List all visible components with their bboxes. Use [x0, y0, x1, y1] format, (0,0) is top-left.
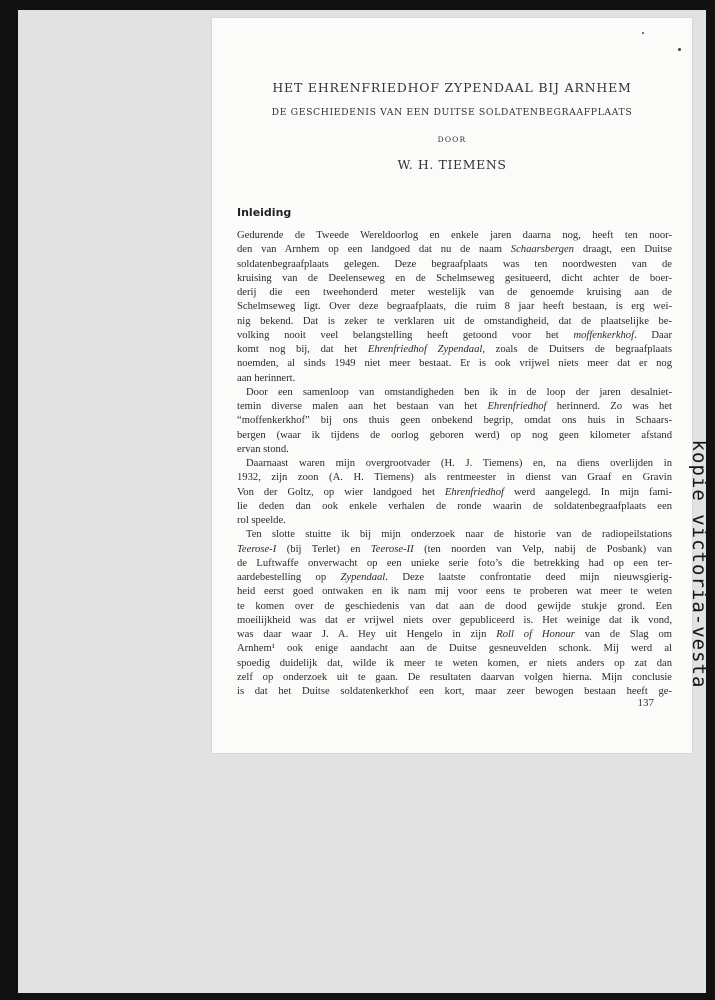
body-text-line: komt nog bij, dat het Ehrenfriedhof Zypendaal, zoals de Duitsers de begraafplaats: [237, 344, 672, 355]
body-text-line: Arnhem¹ ook enige aandacht aan de Duitse gesneuvelden schonk. Mij werd al: [237, 643, 672, 655]
body-text-line: is dat het Duitse soldatenkerkhof een kort, maar zeer bewogen bestaan heeft ge-: [237, 686, 672, 697]
body-text-line: Teerose-I (bij Terlet) en Teerose-II (ten noorden van Velp, nabij de Posbank) van: [237, 543, 672, 555]
body-text-line: nig bekend. Dat is zeker te verklaren uit de omstandigheid, dat de plaatselijke be-: [237, 315, 672, 327]
article-subtitle: DE GESCHIEDENIS VAN EEN DUITSE SOLDATENBEGRAAFPLAATS: [271, 107, 633, 118]
archive-stamp-text: kopie victoria-vesta: [688, 439, 710, 689]
archive-stamp: [682, 414, 715, 714]
body-text-line: lie deden dan ook enkele verhalen de ronde waarin de soldatenbegraafplaats een: [237, 500, 672, 512]
body-text-line: soldatenbegraafplaats gelegen. Deze begraafplaats was ten noordwesten van de: [237, 258, 672, 270]
body-text-line: Ten slotte stuitte ik bij mijn onderzoek naar de historie van de radiopeilstations: [246, 529, 672, 541]
body-text-line: Von der Goltz, op wier landgoed het Ehrenfriedhof werd aangelegd. In mijn fami-: [237, 486, 672, 498]
body-text-line: heid eerst goed ontwaken en ik nam mij voor eens te proberen wat meer te weten: [237, 586, 672, 598]
body-text-line: noemden, al sinds 1949 niet meer bestaat. Er is ook vrijwel niets meer dat er nog: [237, 358, 672, 370]
document-page: [212, 18, 692, 753]
body-text-line: 1932, zijn zoon (A. H. Tiemens) als rentmeester in dienst van Graaf en Gravin: [237, 472, 672, 484]
scan-speck: [642, 32, 644, 34]
body-text-line: Door een samenloop van omstandigheden ben ik in de loop der jaren desalniet-: [246, 386, 672, 398]
body-text-line: derij die een tweehonderd meter westelijk van de genoemde kruising aan de: [237, 287, 672, 298]
page-number: 137: [637, 697, 654, 709]
byline-label: DOOR: [437, 135, 467, 144]
body-text-line: volking nooit veel belangstelling heeft getoond voor het moffenkerkhof. Daar: [237, 329, 672, 341]
scan-speck: [678, 48, 681, 51]
article-title: HET EHRENFRIEDHOF ZYPENDAAL BIJ ARNHEM: [272, 80, 632, 95]
body-text-line: temin diverse malen aan het bestaan van het Ehrenfriedhof herinnerd. Zo was het: [237, 401, 672, 412]
body-text-line: was daar waar J. A. Hey uit Hengelo in zijn Roll of Honour van de Slag om: [237, 629, 673, 640]
body-text-line: te komen over de geschiedenis van dat aan de dood gewijde stukje grond. Een: [237, 600, 672, 612]
body-text-line: Daarnaast waren mijn overgrootvader (H. J. Tiemens) en, na diens overlijden in: [246, 458, 672, 469]
body-text-line: bergen (waar ik tijdens de oorlog geboren werd) op nog geen kilometer afstand: [237, 429, 672, 441]
author-name: W. H. TIEMENS: [397, 157, 507, 172]
body-text-line: rol speelde.: [237, 515, 286, 526]
body-text-line: de Luftwaffe onverwacht op een unieke serie foto’s die betrekking had op een ter-: [237, 557, 672, 569]
body-text-line: ervan stond.: [237, 443, 289, 455]
body-text-line: Schelmseweg ligt. Over deze begraafplaats, die ruim 8 jaar heeft bestaan, is erg wei-: [237, 301, 672, 313]
body-text-line: aardebestelling op Zypendaal. Deze laatste confrontatie deed mijn nieuwsgierig-: [237, 572, 672, 583]
body-text-line: spoedig duidelijk dat, wilde ik meer te weten komen, er niets anders op zat dan: [237, 657, 672, 669]
body-text-line: Gedurende de Tweede Wereldoorlog en enkele jaren daarna nog, heeft ten noor-: [237, 230, 672, 241]
body-text-line: moeilijkheid was dat er vrijwel niets over gepubliceerd is. Het weinige dat ik vond,: [237, 614, 672, 626]
body-text-line: kruising van de Deelenseweg en de Schelmseweg gesitueerd, dicht achter de boer-: [237, 272, 672, 284]
body-text-line: aan herinnert.: [237, 372, 296, 384]
body-text-line: zelf op onderzoek uit te gaan. De resultaten daarvan volgen hierna. Mijn conclusie: [237, 671, 672, 683]
body-text-line: den van Arnhem op een landgoed dat nu de naam Schaarsbergen draagt, een Duitse: [237, 244, 672, 256]
body-text-line: “moffenkerkhof” bij ons thuis geen onbekend begrip, omdat ons huis in Schaars-: [237, 415, 672, 427]
section-heading: Inleiding: [237, 206, 292, 219]
